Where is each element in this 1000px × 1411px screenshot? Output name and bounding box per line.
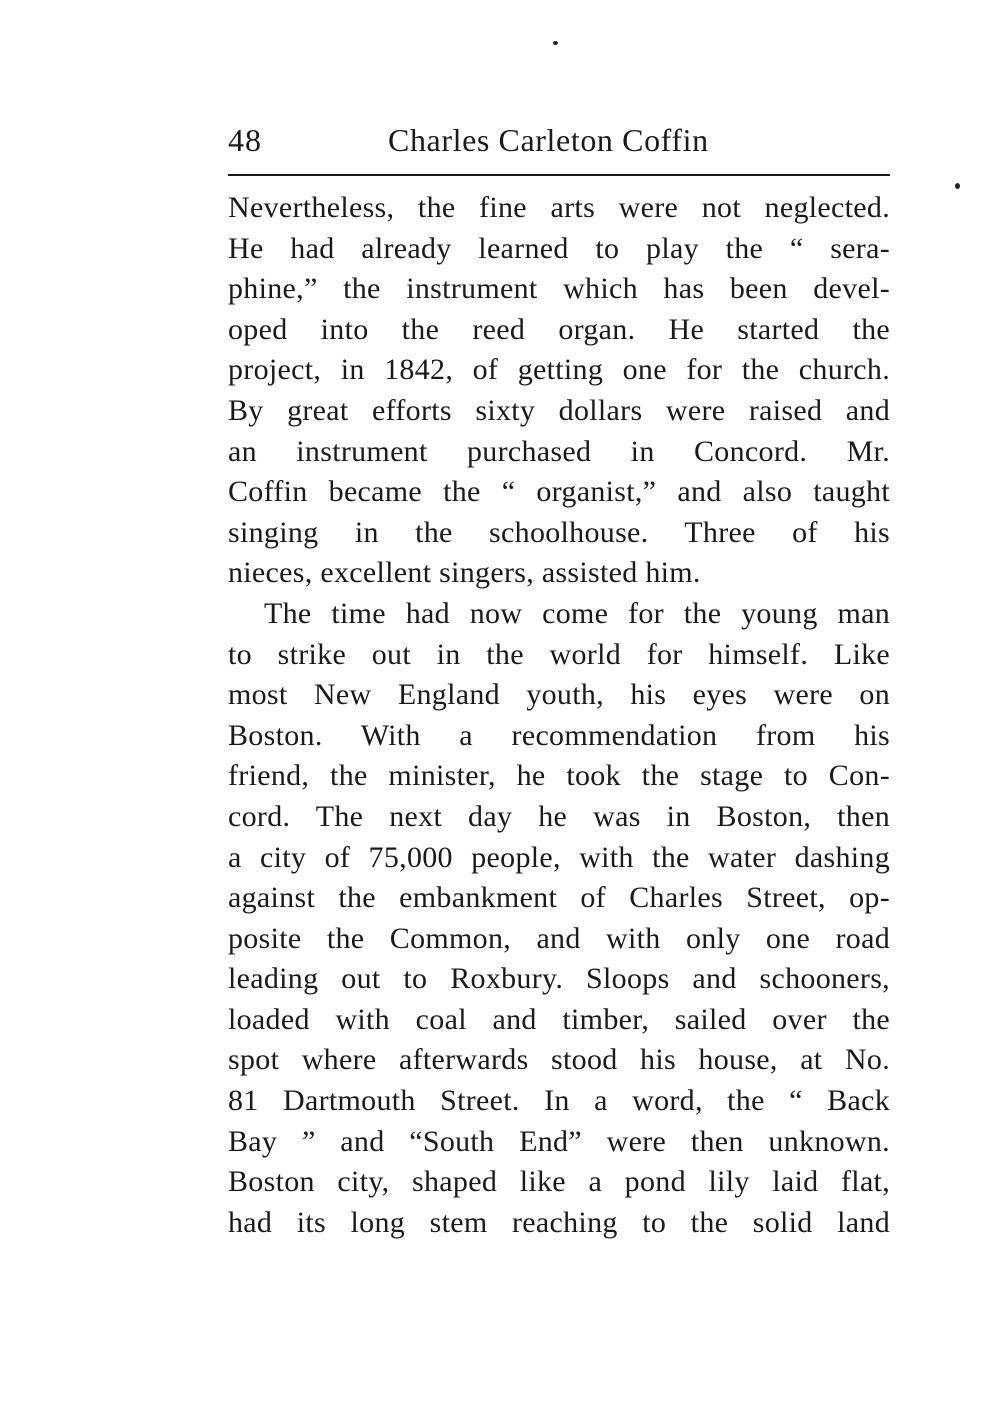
text-line: project, in 1842, of getting one for the church. (228, 353, 890, 387)
text-line: posite the Common, and with only one road (228, 921, 890, 955)
text-line: had its long stem reaching to the solid land (228, 1205, 890, 1239)
text-line: phine,” the instrument which has been devel- (228, 272, 890, 306)
text-line: He had already learned to play the “ sera- (228, 231, 890, 265)
text-line: leading out to Roxbury. Sloops and schooners, (228, 962, 890, 996)
text-line: nieces, excellent singers, assisted him. (228, 556, 701, 590)
text-line: against the embankment of Charles Street, op- (228, 881, 890, 915)
text-line: Coffin became the “ organist,” and also taught (228, 475, 890, 509)
text-line: friend, the minister, he took the stage to Con- (228, 759, 890, 793)
body-text (228, 188, 890, 1243)
text-line: Boston city, shaped like a pond lily laid flat, (228, 1165, 890, 1199)
page-number: 48 (228, 122, 262, 158)
text-line: 81 Dartmouth Street. In a word, the “ Back (228, 1084, 890, 1118)
text-line: By great efforts sixty dollars were raised and (228, 393, 890, 427)
text-line: a city of 75,000 people, with the water dashing (228, 840, 890, 874)
text-line: spot where afterwards stood his house, at No. (228, 1043, 890, 1077)
text-line: most New England youth, his eyes were on (228, 678, 890, 712)
print-speck (553, 41, 558, 45)
text-line: loaded with coal and timber, sailed over the (228, 1002, 890, 1036)
text-line: Nevertheless, the fine arts were not neglected. (228, 191, 890, 224)
running-title: Charles Carleton Coffin (388, 122, 709, 158)
text-line: oped into the reed organ. He started the (228, 312, 890, 346)
text-line: cord. The next day he was in Boston, then (228, 799, 890, 833)
text-line: to strike out in the world for himself. Like (228, 637, 890, 671)
text-line: singing in the schoolhouse. Three of his (228, 515, 890, 549)
text-line: an instrument purchased in Concord. Mr. (228, 434, 890, 468)
header-rule (228, 174, 890, 176)
print-speck (955, 183, 960, 189)
text-line: Boston. With a recommendation from his (228, 718, 890, 752)
text-line: Bay ” and “South End” were then unknown. (228, 1124, 890, 1158)
running-header (228, 118, 890, 164)
text-line: The time had now come for the young man (264, 596, 890, 630)
